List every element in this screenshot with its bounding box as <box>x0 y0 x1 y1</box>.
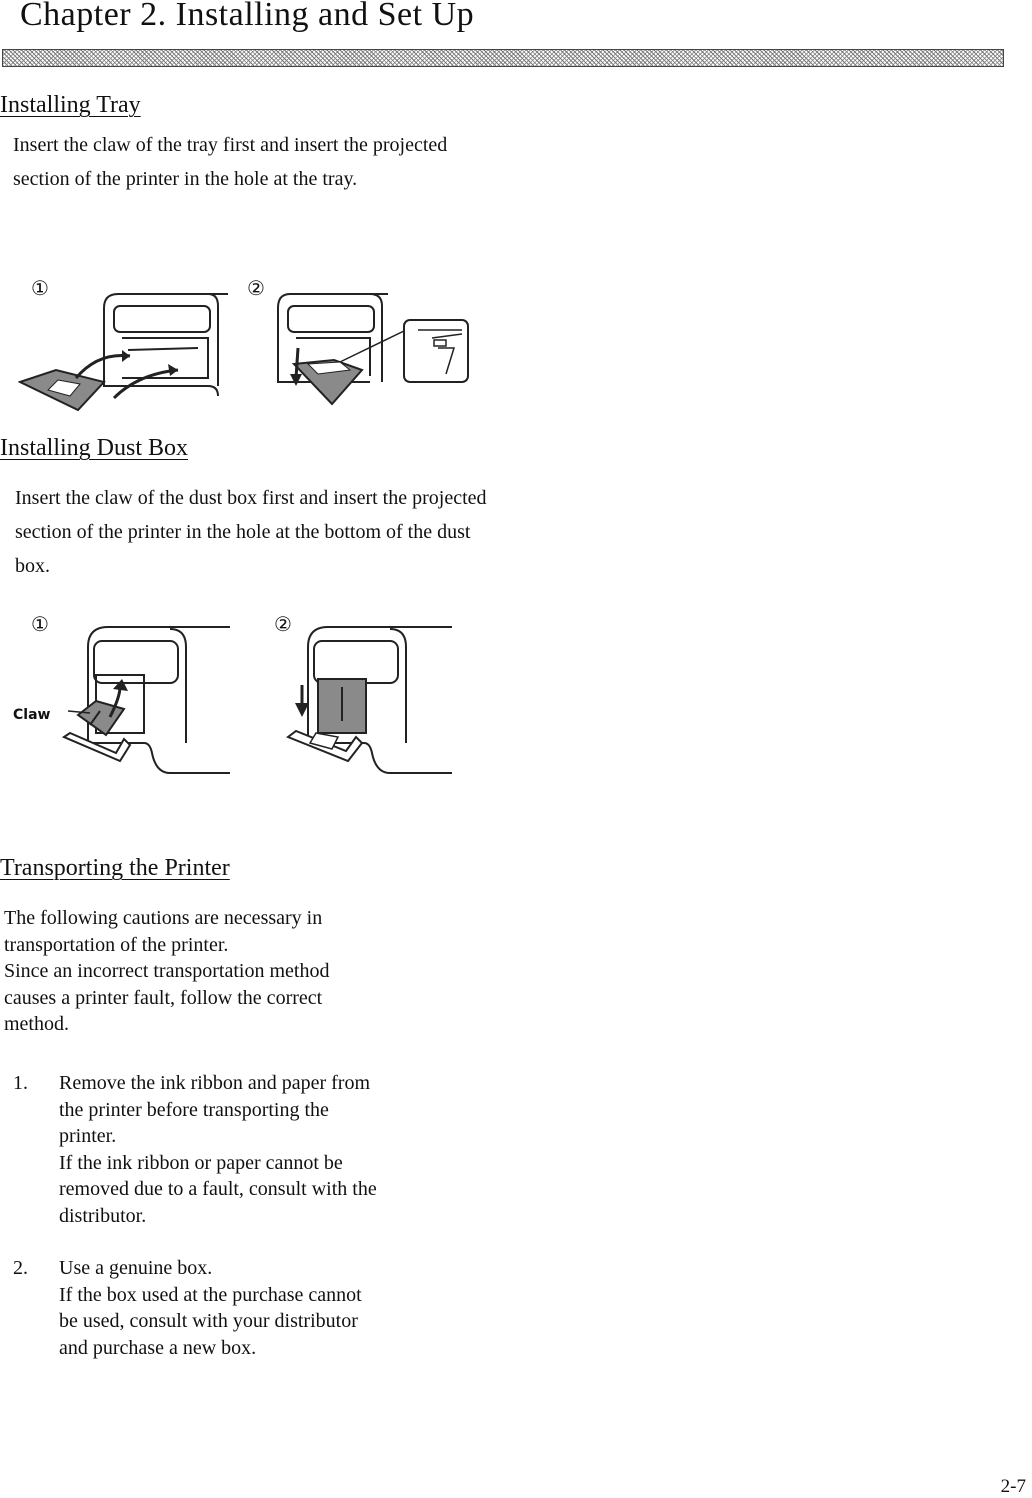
step-number: 1. <box>13 1072 28 1094</box>
tray-install-illustration-step-2 <box>270 290 475 415</box>
dust-box-section-heading: Installing Dust Box <box>0 435 189 461</box>
transport-intro-line: The following cautions are necessary in <box>4 907 323 929</box>
tray-step-1-marker: ① <box>31 276 49 300</box>
chapter-header-bar <box>2 49 1004 67</box>
tray-section-heading: Installing Tray <box>0 92 141 118</box>
step-line: If the box used at the purchase cannot <box>59 1283 362 1306</box>
step-line: Use a genuine box. <box>59 1257 213 1279</box>
dust-box-step-2-marker: ② <box>274 612 292 636</box>
dust-box-install-illustration-step-1 <box>60 625 235 777</box>
transport-step-2 <box>13 1255 493 1361</box>
claw-label: Claw <box>13 707 51 723</box>
step-line: Remove the ink ribbon and paper from <box>59 1072 371 1094</box>
step-line: If the ink ribbon or paper cannot be <box>59 1151 343 1174</box>
step-line: removed due to a fault, consult with the <box>59 1178 377 1200</box>
step-line: be used, consult with your distributor <box>59 1310 358 1332</box>
chapter-title: Chapter 2. Installing and Set Up <box>20 0 475 33</box>
transport-step-1 <box>13 1070 493 1229</box>
step-line: the printer before transporting the <box>59 1098 329 1121</box>
transport-intro-line: transportation of the printer. <box>4 933 229 956</box>
transport-steps-list <box>13 1070 493 1361</box>
step-line: printer. <box>59 1125 117 1147</box>
dust-box-install-illustration-step-2 <box>286 625 456 777</box>
tray-install-illustration-step-1 <box>18 290 233 415</box>
step-number: 2. <box>13 1257 28 1279</box>
tray-step-2-marker: ② <box>247 276 265 300</box>
dust-box-step-1-marker: ① <box>31 612 49 636</box>
transport-section-heading: Transporting the Printer <box>0 855 230 881</box>
transport-intro-line: method. <box>4 1013 69 1035</box>
transport-intro <box>4 905 484 1038</box>
step-line: and purchase a new box. <box>59 1336 257 1359</box>
step-line: distributor. <box>59 1204 147 1227</box>
page-number: 2-7 <box>1000 1476 1026 1497</box>
tray-section-body: Insert the claw of the tray first and insert the projected section of the printer in the hole at the tray. <box>13 134 448 190</box>
dust-box-section-body: Insert the claw of the dust box first and insert the projected section of the printer in the hole at the bottom of the dust box. <box>15 487 487 577</box>
transport-intro-line: causes a printer fault, follow the correct <box>4 986 323 1009</box>
transport-intro-line: Since an incorrect transportation method <box>4 960 330 982</box>
